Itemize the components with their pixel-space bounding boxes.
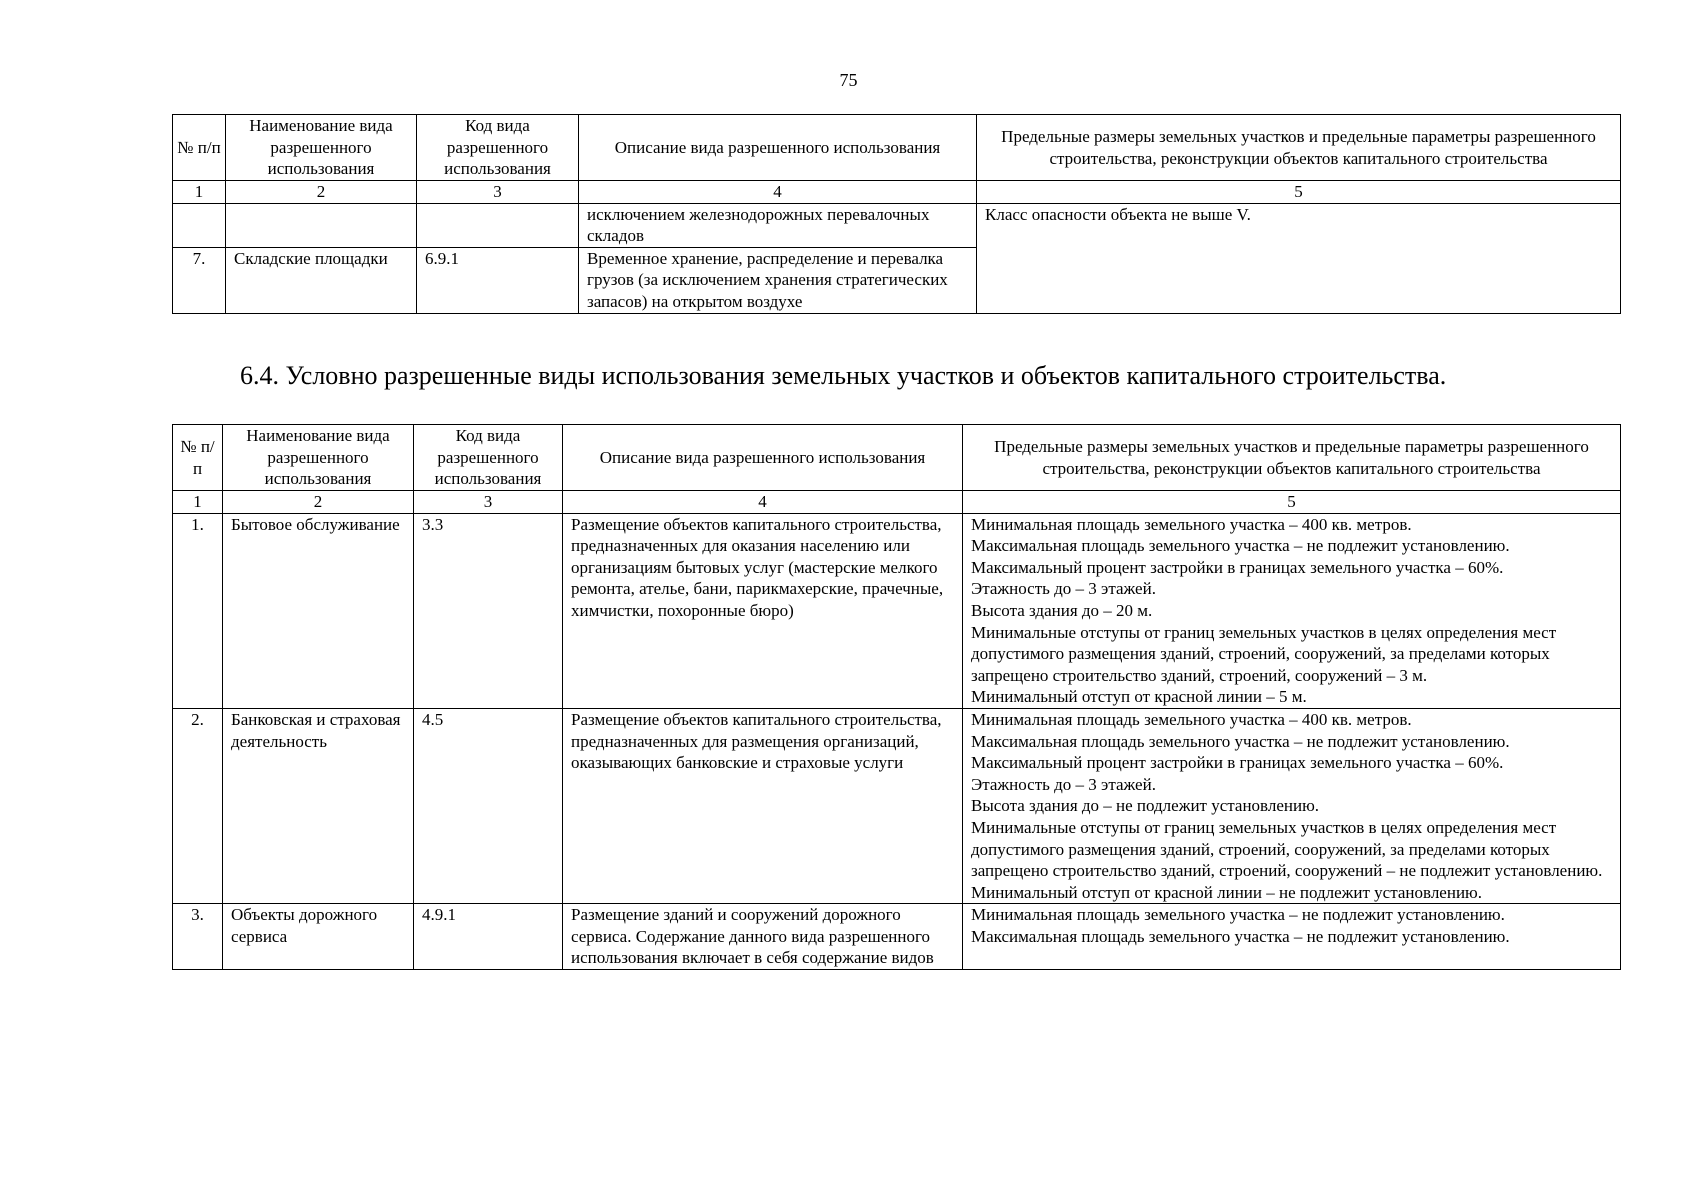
row-name: Бытовое обслуживание xyxy=(223,513,414,708)
row-name: Банковская и страховая деятельность xyxy=(223,708,414,903)
row-code: 3.3 xyxy=(414,513,563,708)
row-num: 3. xyxy=(173,904,223,970)
row-params xyxy=(963,513,1621,708)
table-conditional-uses xyxy=(172,424,1621,970)
col-number: 4 xyxy=(579,181,977,204)
table-row xyxy=(173,513,1621,708)
column-number-row xyxy=(173,491,1621,514)
row-name xyxy=(226,203,417,247)
param-line: Класс опасности объекта не выше V. xyxy=(985,204,1251,224)
row-desc: Временное хранение, распределение и перевалка грузов (за исключением хранения стратегических запасов) на открытом воздухе xyxy=(579,247,977,313)
table-row xyxy=(173,203,1621,247)
col-number: 4 xyxy=(563,491,963,514)
page-number: 75 xyxy=(839,70,858,90)
param-line: Минимальный отступ от красной линии – 5 м. xyxy=(971,687,1307,707)
param-line: Минимальный отступ от красной линии – не подлежит установлению. xyxy=(971,882,1482,902)
row-num xyxy=(173,203,226,247)
col-number: 5 xyxy=(977,181,1621,204)
header-code: Код вида разрешенного использования xyxy=(414,425,563,491)
param-line: Минимальные отступы от границ земельных участков в целях определения мест допустимого размещения зданий, строений, сооружений, за пределами которых запрещено строительство зданий, строений, сооружений – 3 м. xyxy=(971,622,1557,685)
row-params xyxy=(963,708,1621,903)
header-desc: Описание вида разрешенного использования xyxy=(579,115,977,181)
param-line: Максимальная площадь земельного участка – не подлежит установлению. xyxy=(971,536,1510,556)
param-line: Высота здания до – 20 м. xyxy=(971,600,1153,620)
row-desc: исключением железнодорожных перевалочных складов xyxy=(579,203,977,247)
header-num: № п/п xyxy=(173,425,223,491)
col-number: 1 xyxy=(173,491,223,514)
table-header-row xyxy=(173,115,1621,181)
row-desc: Размещение объектов капитального строительства, предназначенных для размещения организаций, оказывающих банковские и страховые услуги xyxy=(563,708,963,903)
header-num: № п/п xyxy=(173,115,226,181)
table-row xyxy=(173,904,1621,970)
col-number: 5 xyxy=(963,491,1621,514)
row-code: 6.9.1 xyxy=(417,247,579,313)
header-params: Предельные размеры земельных участков и предельные параметры разрешенного строительства, реконструкции объектов капитального строительства xyxy=(977,115,1621,181)
row-num: 7. xyxy=(173,247,226,313)
table-main-uses xyxy=(172,114,1621,314)
section-heading: 6.4. Условно разрешенные виды использования земельных участков и объектов капитального строительства. xyxy=(240,361,1447,390)
row-desc: Размещение объектов капитального строительства, предназначенных для оказания населению или организациям бытовых услуг (мастерские мелкого ремонта, ателье, бани, парикмахерские, прачечные, химчистки, похоронные бюро) xyxy=(563,513,963,708)
col-number: 3 xyxy=(417,181,579,204)
param-line: Минимальная площадь земельного участка – 400 кв. метров. xyxy=(971,514,1412,534)
param-line: Минимальная площадь земельного участка – не подлежит установлению. xyxy=(971,905,1505,925)
row-code: 4.5 xyxy=(414,708,563,903)
param-line: Этажность до – 3 этажей. xyxy=(971,579,1156,599)
header-name: Наименование вида разрешенного использования xyxy=(223,425,414,491)
row-name: Складские площадки xyxy=(226,247,417,313)
table-row xyxy=(173,708,1621,903)
header-name: Наименование вида разрешенного использования xyxy=(226,115,417,181)
row-params xyxy=(963,904,1621,970)
param-line: Минимальная площадь земельного участка – 400 кв. метров. xyxy=(971,709,1412,729)
row-desc: Размещение зданий и сооружений дорожного сервиса. Содержание данного вида разрешенного использования включает в себя содержание видов xyxy=(563,904,963,970)
param-line: Максимальный процент застройки в границах земельного участка – 60%. xyxy=(971,753,1504,773)
param-line: Максимальная площадь земельного участка – не подлежит установлению. xyxy=(971,926,1510,946)
header-params: Предельные размеры земельных участков и предельные параметры разрешенного строительства, реконструкции объектов капитального строительства xyxy=(963,425,1621,491)
row-name: Объекты дорожного сервиса xyxy=(223,904,414,970)
col-number: 1 xyxy=(173,181,226,204)
param-line: Максимальная площадь земельного участка – не подлежит установлению. xyxy=(971,731,1510,751)
param-line: Максимальный процент застройки в границах земельного участка – 60%. xyxy=(971,557,1504,577)
table-header-row xyxy=(173,425,1621,491)
col-number: 2 xyxy=(223,491,414,514)
col-number: 2 xyxy=(226,181,417,204)
row-code: 4.9.1 xyxy=(414,904,563,970)
header-desc: Описание вида разрешенного использования xyxy=(563,425,963,491)
row-num: 2. xyxy=(173,708,223,903)
param-line: Высота здания до – не подлежит установлению. xyxy=(971,796,1320,816)
param-line: Этажность до – 3 этажей. xyxy=(971,774,1156,794)
header-code: Код вида разрешенного использования xyxy=(417,115,579,181)
row-params xyxy=(977,203,1621,313)
row-code xyxy=(417,203,579,247)
param-line: Минимальные отступы от границ земельных участков в целях определения мест допустимого размещения зданий, строений, сооружений, за пределами которых запрещено строительство зданий, строений, сооружений – не подлежит установлению. xyxy=(971,817,1603,881)
column-number-row xyxy=(173,181,1621,204)
row-num: 1. xyxy=(173,513,223,708)
col-number: 3 xyxy=(414,491,563,514)
